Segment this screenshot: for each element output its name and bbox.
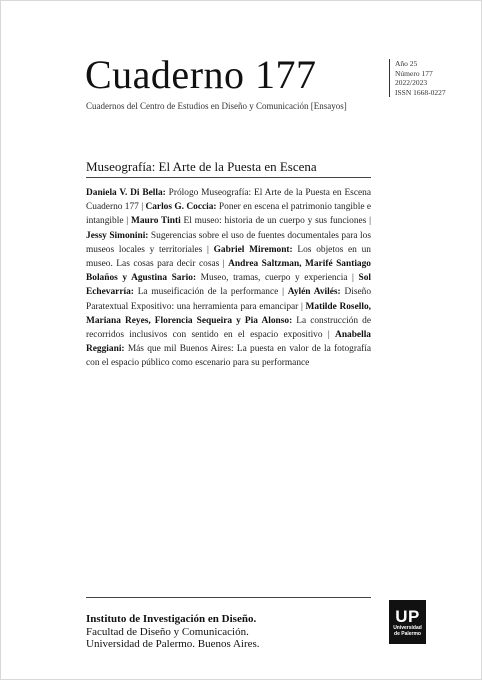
toc-author: Jessy Simonini: [86, 230, 149, 241]
toc-entry: Los objetos en un museo. Las cosas para decir cosas | [86, 244, 371, 270]
toc-entry: Diseño Paratextual Expositivo: una herramienta para emancipar | [86, 287, 372, 312]
issue-meta [395, 59, 446, 97]
toc-author: Anabella Reggiani: [86, 330, 371, 355]
toc-author: Daniela V. Di Bella: [86, 188, 166, 198]
meta-year: Año 25 [395, 59, 418, 68]
logo-line1: Universidad [393, 625, 422, 631]
meta-period: 2022/2023 [395, 78, 428, 87]
toc-author: Aylén Avilés: [287, 287, 341, 298]
toc-author: Matilde Rosello, Mariana Reyes, Florencia Sequeira y Pia Alonso: [86, 301, 371, 326]
toc-author: Andrea Saltzman, Marifé Santiago Bolaños y Agustina Sario: [86, 259, 371, 284]
table-of-contents [86, 186, 371, 371]
publisher-footer [86, 613, 260, 651]
toc-entry: Sugerencias sobre el uso de fuentes documentales para los museos locales y territoriales | [86, 230, 371, 255]
toc-entry: El museo: historia de un cuerpo y sus funciones | [180, 216, 371, 227]
toc-entry: La museificación de la performance | [133, 287, 288, 298]
institute-name: Instituto de Investigación en Diseño. [86, 613, 257, 625]
toc-entry: Más que mil Buenos Aires: La puesta en valor de la fotografía con el espacio público como escenario para su performance [86, 344, 371, 369]
faculty-name: Facultad de Diseño y Comunicación. [86, 625, 249, 638]
toc-entry: Museo, tramas, cuerpo y experiencia | [196, 273, 359, 284]
toc-author: Sol Echevarría: [86, 273, 371, 298]
university-logo [389, 600, 426, 644]
toc-entry: La construcción de recorridos inclusivos con sentido en el espacio expositivo | [86, 315, 371, 341]
toc-entry: Poner en escena el patrimonio tangible e intangible | [86, 202, 372, 227]
journal-subtitle: Cuadernos del Centro de Estudios en Diseño y Comunicación [Ensayos] [86, 101, 347, 111]
meta-issn: ISSN 1668-0227 [395, 87, 446, 97]
toc-entry: Prólogo Museografía: El Arte de la Puesta en Escena Cuaderno 177 | [86, 188, 371, 213]
toc-author: Mauro Tinti [130, 216, 181, 227]
logo-line2: de Palermo [394, 631, 421, 637]
footer-rule [86, 597, 371, 598]
section-title: Museografía: El Arte de la Puesta en Escena [86, 159, 317, 174]
toc-author: Gabriel Miremont: [213, 244, 293, 255]
meta-divider [389, 59, 390, 97]
university-name: Universidad de Palermo. Buenos Aires. [86, 638, 260, 650]
meta-number: Número 177 [395, 68, 433, 78]
journal-title: Cuaderno 177 [85, 52, 317, 97]
logo-mark: UP [395, 607, 420, 626]
section-rule [86, 177, 371, 178]
toc-author: Carlos G. Coccia: [145, 202, 217, 213]
